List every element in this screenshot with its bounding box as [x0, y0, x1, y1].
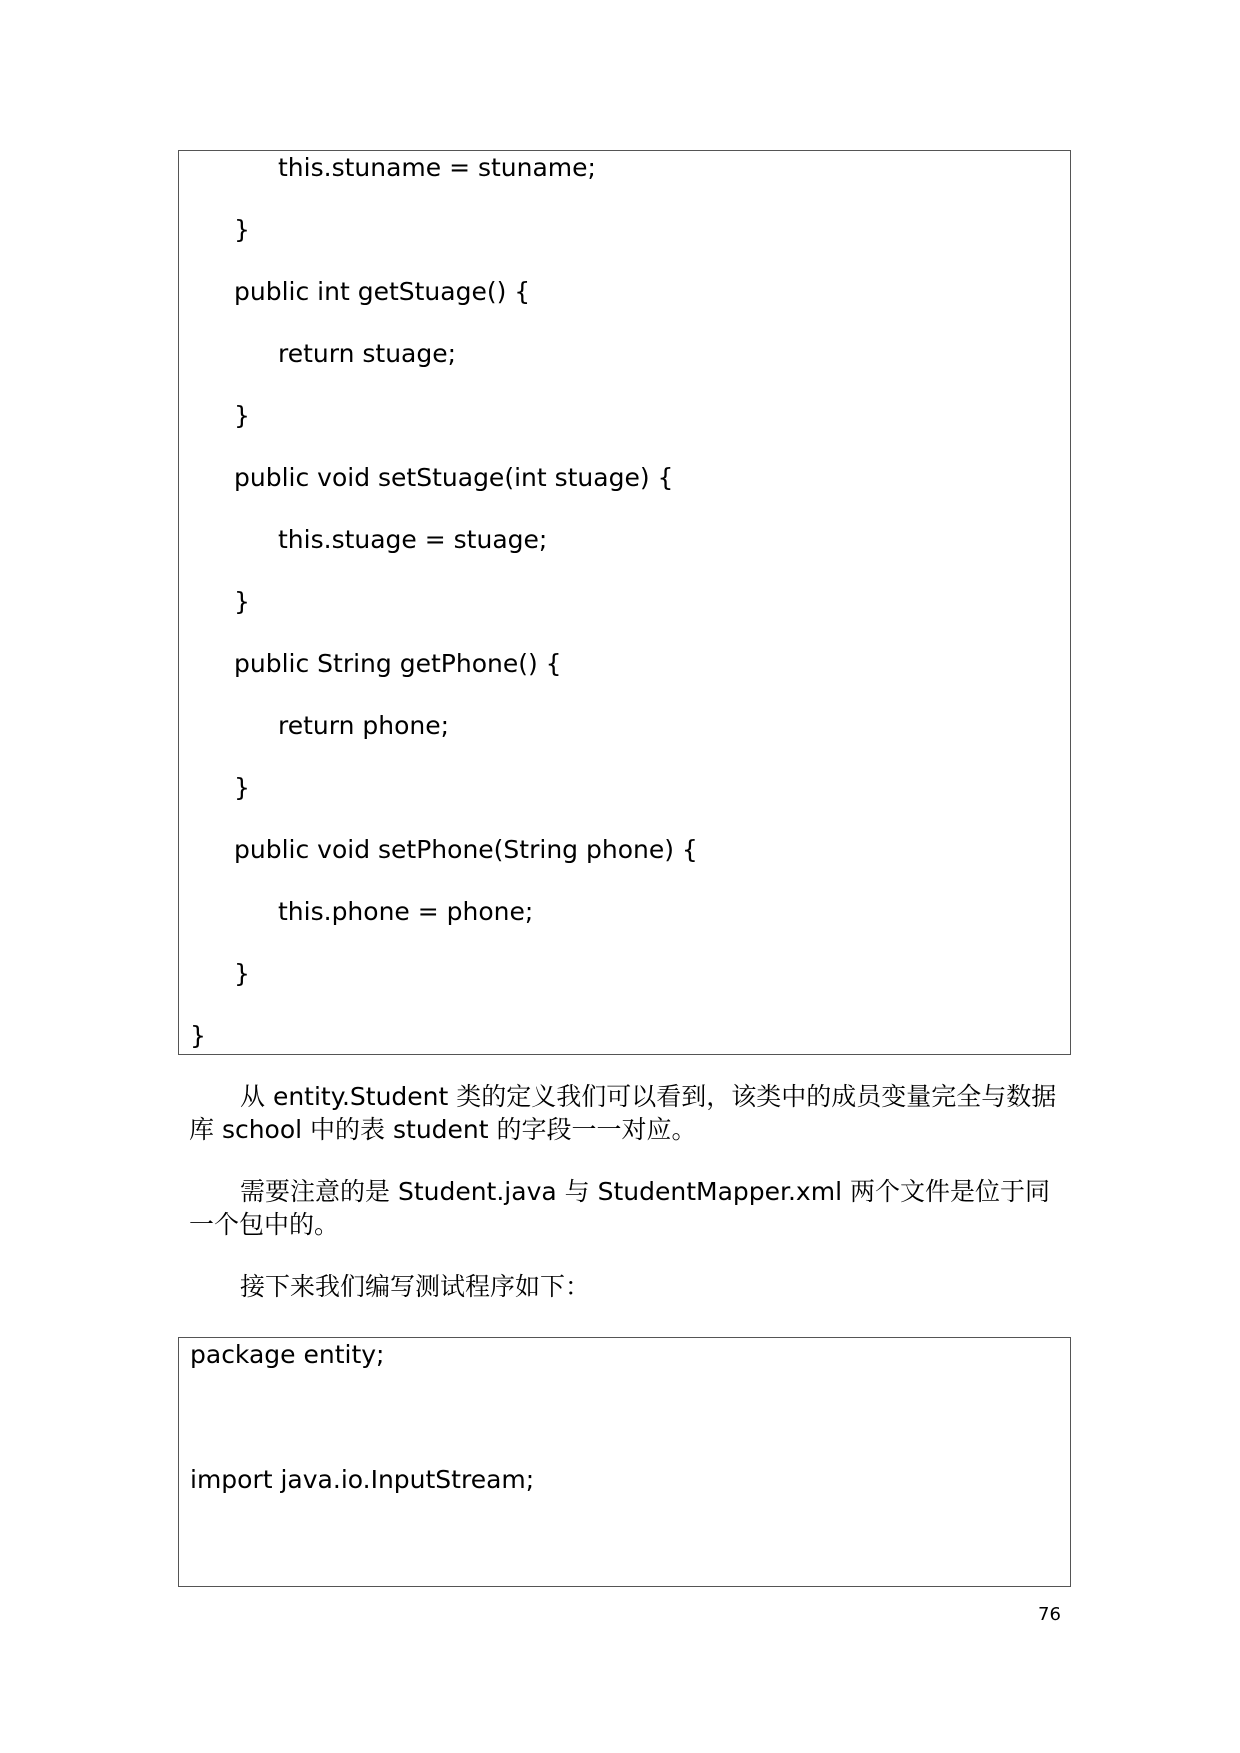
- code-line: }: [234, 587, 250, 616]
- code-line: return stuage;: [278, 339, 457, 368]
- code-line: }: [234, 215, 250, 244]
- code-line: }: [190, 1021, 206, 1050]
- paragraph-line: 一个包中的。: [189, 1210, 340, 1239]
- code-line: this.phone = phone;: [278, 897, 534, 926]
- code-block-2: [178, 1337, 1071, 1587]
- code-line: public void setStuage(int stuage) {: [234, 463, 674, 492]
- paragraph-line: 库 school 中的表 student 的字段一一对应。: [189, 1115, 697, 1144]
- code-block-1: [178, 150, 1071, 1055]
- code-line: return phone;: [278, 711, 450, 740]
- paragraph-line: 从 entity.Student 类的定义我们可以看到，该类中的成员变量完全与数据: [240, 1082, 1057, 1111]
- paragraph-line: 需要注意的是 Student.java 与 StudentMapper.xml 两个文件是位于同: [240, 1177, 1050, 1206]
- code-line: import java.io.InputStream;: [190, 1465, 535, 1494]
- code-line: }: [234, 773, 250, 802]
- code-line: }: [234, 401, 250, 430]
- page-number: 76: [1038, 1604, 1061, 1625]
- code-line: this.stuname = stuname;: [278, 153, 596, 182]
- code-line: this.stuage = stuage;: [278, 525, 548, 554]
- code-line: package entity;: [190, 1340, 385, 1369]
- code-line: public void setPhone(String phone) {: [234, 835, 698, 864]
- code-line: public String getPhone() {: [234, 649, 562, 678]
- code-line: public int getStuage() {: [234, 277, 531, 306]
- code-line: }: [234, 959, 250, 988]
- paragraph-line: 接下来我们编写测试程序如下：: [240, 1272, 591, 1301]
